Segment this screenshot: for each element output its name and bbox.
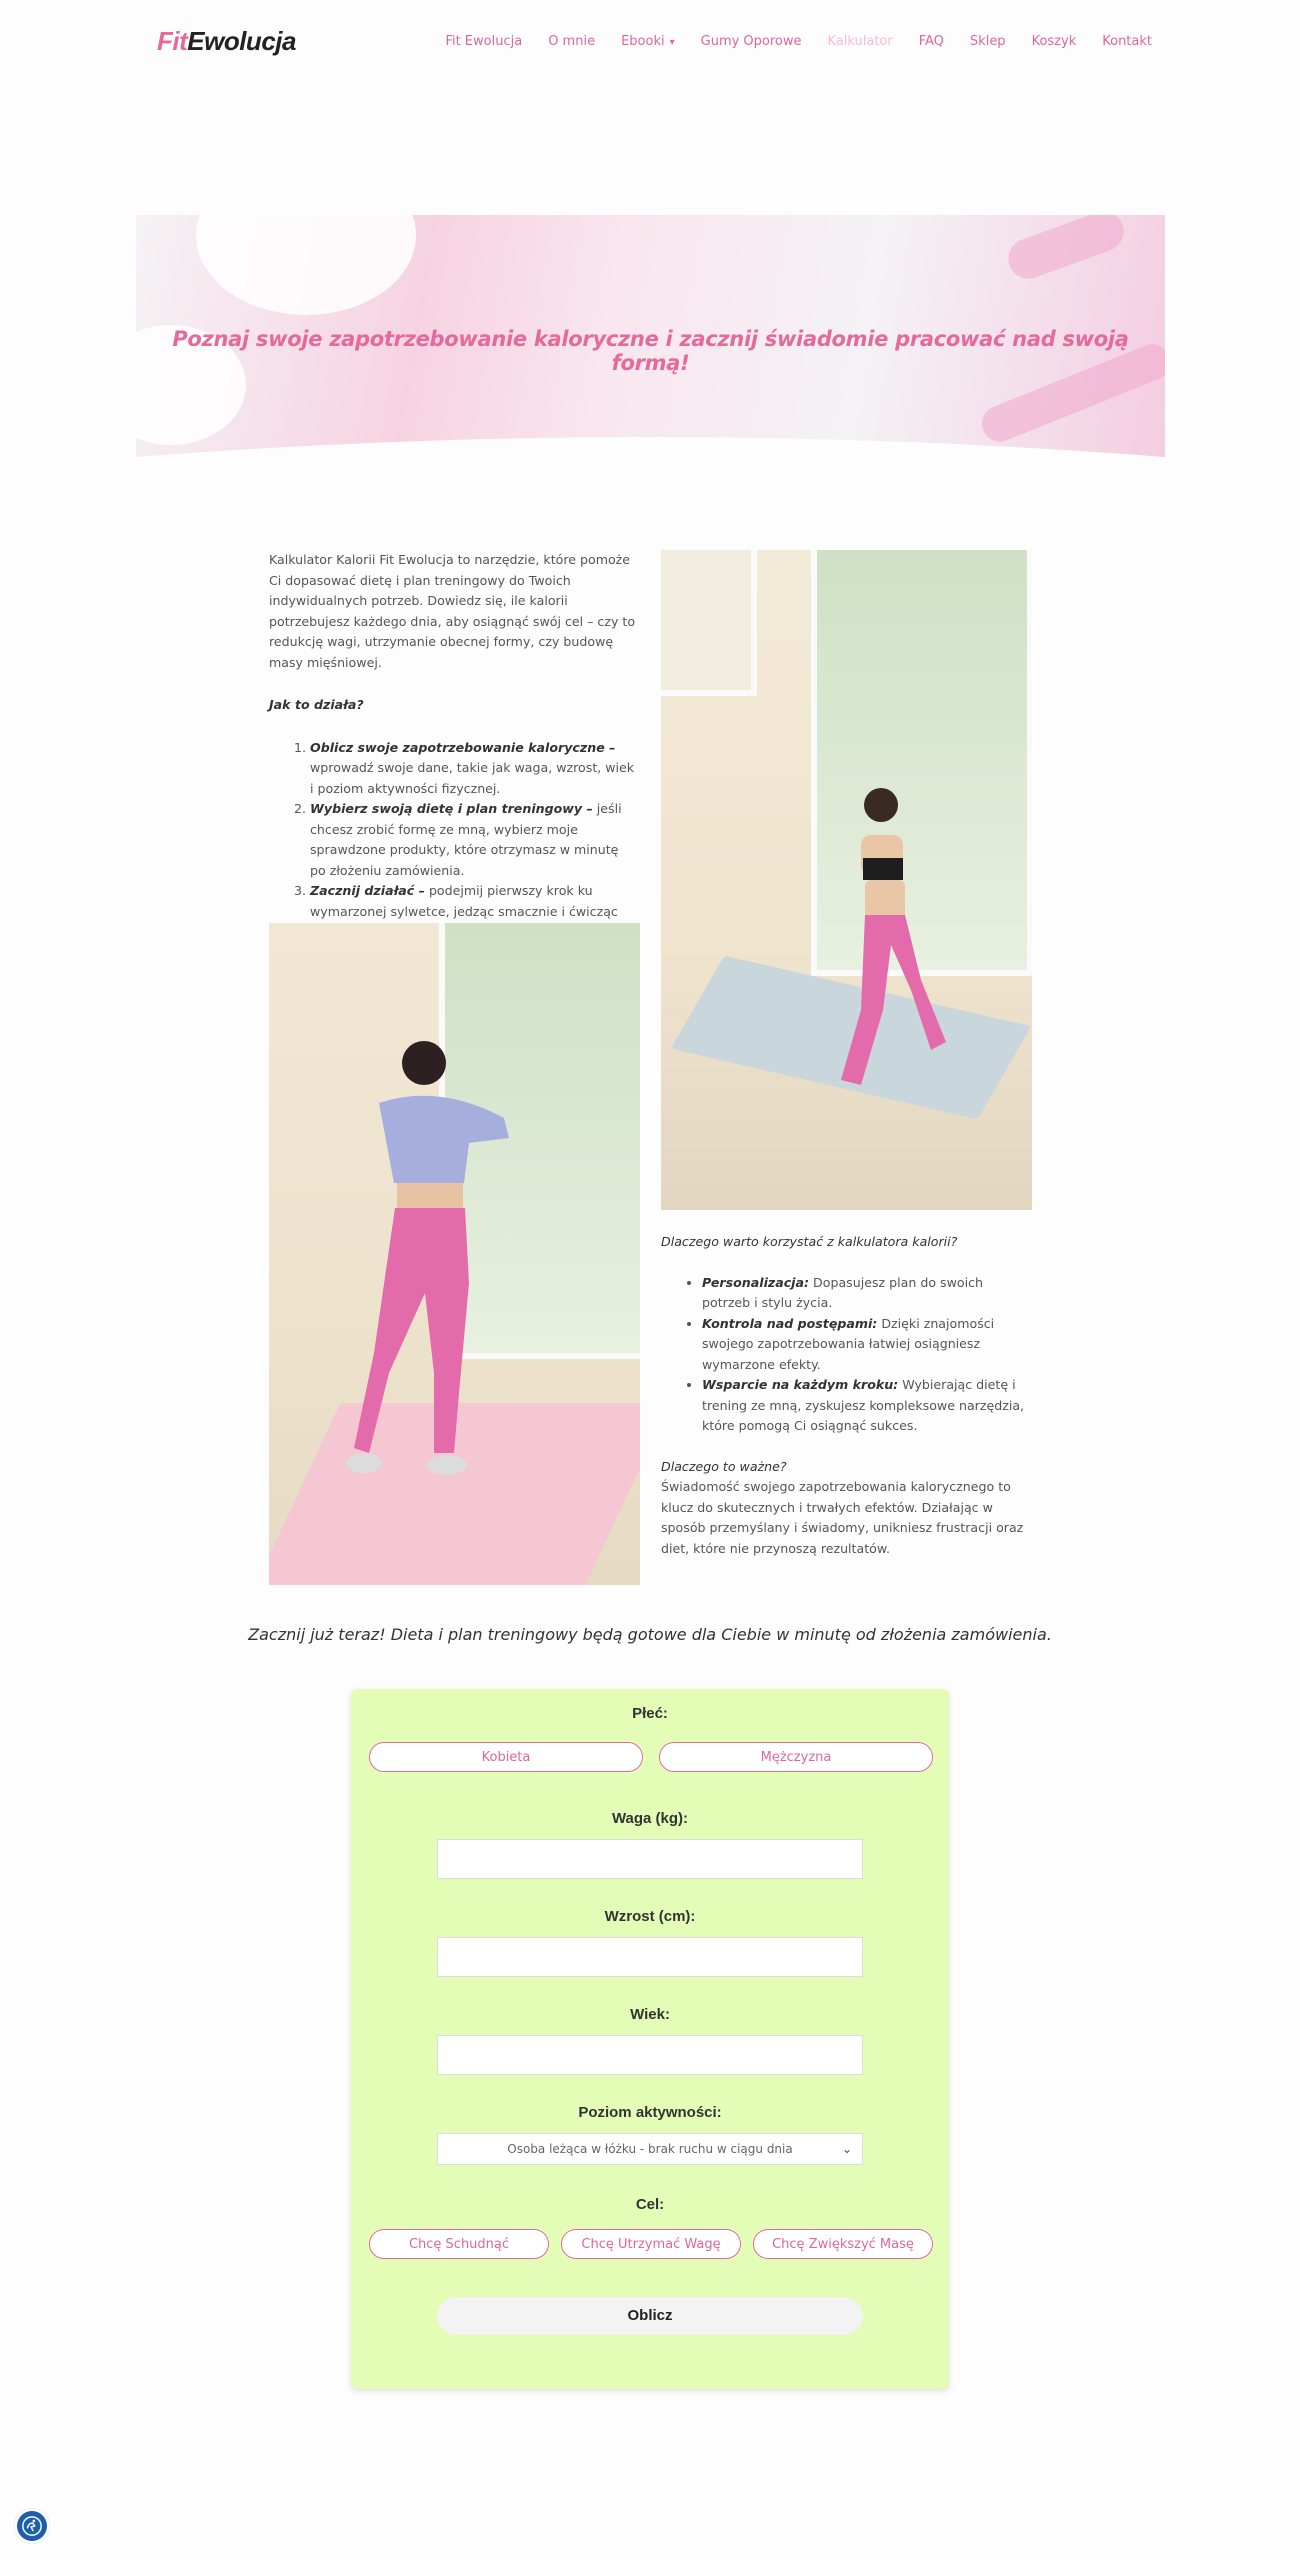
photo-standing [269, 923, 640, 1585]
important-heading: Dlaczego to ważne? [661, 1458, 787, 1474]
step-text: wprowadź swoje dane, takie jak waga, wzrost, wiek i poziom aktywności fizycznej. [310, 760, 635, 796]
important-text: Świadomość swojego zapotrzebowania kalorycznego to klucz do skutecznych i trwałych efektów. Działając w sposób przemyślany i świadomy, unikniesz frustracji oraz diet, które nie przynoszą rezultatów. [661, 1479, 1024, 1556]
calorie-calculator [351, 1689, 949, 2389]
hero-decor-shoe [196, 215, 416, 315]
gender-female-button[interactable]: Kobieta [369, 1742, 643, 1772]
nav-item-kontakt[interactable]: Kontakt [1102, 34, 1152, 49]
why-item-text: Wybierając dietę i trening ze mną, zyskujesz kompleksowe narzędzia, które pomogą Ci osiągnąć sukces. [702, 1377, 1025, 1433]
hero-title: Poznaj swoje zapotrzebowanie kaloryczne i zacznij świadomie pracować nad swoją formą! [172, 327, 1129, 375]
list-item [702, 1375, 1032, 1437]
age-label: Wiek: [630, 2006, 670, 2023]
activity-label: Poziom aktywności: [578, 2104, 722, 2121]
goal-label: Cel: [635, 2196, 665, 2213]
goal-maintain-button[interactable]: Chcę Utrzymać Wagę [561, 2229, 741, 2259]
intro-section [269, 550, 637, 943]
why-item-title: Personalizacja: [702, 1274, 810, 1290]
nav-item-o-mnie[interactable]: O mnie [548, 34, 596, 49]
nav-item-koszyk[interactable]: Koszyk [1031, 34, 1077, 49]
photo-lunge [661, 550, 1032, 1210]
step-title: Zacznij działać – [310, 883, 425, 898]
goal-lose-button[interactable]: Chcę Schudnąć [369, 2229, 549, 2259]
nav-item-faq[interactable]: FAQ [918, 34, 944, 49]
hero-banner [136, 215, 1165, 467]
logo-ewolucja: Ewolucja [187, 26, 296, 56]
step-text: jeśli chcesz zrobić formę ze mną, wybierz moje sprawdzone produkty, które otrzymasz w minutę po złożeniu zamówienia. [310, 801, 622, 878]
accessibility-icon [21, 2515, 43, 2537]
goal-gain-button[interactable]: Chcę Zwiększyć Masę [753, 2229, 933, 2259]
how-heading-text: Jak to działa? [269, 697, 364, 712]
step-title: Wybierz swoją dietę i plan treningowy – [310, 801, 593, 816]
nav-item-ebooki[interactable] [621, 34, 675, 49]
step-title: Oblicz swoje zapotrzebowanie kaloryczne – [310, 739, 616, 755]
hero-decor-dumbbell [1003, 215, 1129, 284]
weight-input[interactable] [437, 1839, 863, 1879]
nav-item-fit-ewolucja[interactable]: Fit Ewolucja [445, 34, 523, 49]
why-heading: Dlaczego warto korzystać z kalkulatora kalorii? [661, 1234, 958, 1249]
calculate-button[interactable]: Oblicz [437, 2297, 863, 2335]
activity-selected-value: Osoba leżąca w łóżku - brak ruchu w ciągu dnia [507, 2142, 793, 2156]
why-section [661, 1232, 1032, 1559]
nav-item-gumy-oporowe[interactable]: Gumy Oporowe [700, 34, 802, 49]
list-item [310, 799, 637, 881]
step-text: podejmij pierwszy krok ku wymarzonej sylwetce, jedząc smacznie i ćwicząc [310, 883, 618, 919]
photo-wall [661, 550, 757, 696]
why-item-text: Dopasujesz plan do swoich potrzeb i stylu życia. [702, 1274, 983, 1310]
list-item [310, 738, 637, 800]
height-input[interactable] [437, 1937, 863, 1977]
photo-person [329, 1033, 549, 1533]
photo-person [821, 780, 951, 1100]
why-list [661, 1273, 1032, 1437]
cta-text: Zacznij już teraz! Dieta i plan treningowy będą gotowe dla Ciebie w minutę od złożenia zamówienia. [248, 1625, 1052, 1644]
list-item [702, 1314, 1032, 1376]
gender-male-button[interactable]: Mężczyzna [659, 1742, 933, 1772]
chevron-down-icon: ⌄ [841, 2142, 852, 2156]
nav-item-ebooki-label: Ebooki [621, 34, 665, 49]
why-item-title: Kontrola nad postępami: [702, 1315, 878, 1331]
intro-paragraph: Kalkulator Kalorii Fit Ewolucja to narzędzie, które pomoże Ci dopasować dietę i plan treningowy do Twoich indywidualnych potrzeb. Dowiedz się, ile kalorii potrzebujesz każdego dnia, aby osiągnąć swój cel – czy to redukcję wagi, utrzymanie obecnej formy, czy budowę masy mięśniowej. [269, 552, 636, 670]
age-input[interactable] [437, 2035, 863, 2075]
steps-list [269, 738, 637, 943]
list-item [702, 1273, 1032, 1314]
activity-select[interactable] [437, 2133, 863, 2165]
why-item-title: Wsparcie na każdym kroku: [702, 1377, 899, 1392]
site-header [0, 0, 1300, 90]
nav-item-sklep[interactable]: Sklep [969, 34, 1006, 49]
chevron-down-icon: ▾ [669, 37, 675, 48]
hero-wave [136, 427, 1165, 467]
main-nav [445, 34, 1152, 49]
how-heading [269, 695, 637, 716]
weight-label: Waga (kg): [611, 1810, 689, 1827]
why-item-text: Dzięki znajomości swojego zapotrzebowania łatwiej osiągniesz wymarzone efekty. [702, 1315, 995, 1372]
logo-fit: Fit [157, 26, 188, 56]
accessibility-button[interactable] [14, 2508, 50, 2544]
gender-label: Płeć: [632, 1705, 668, 1722]
nav-item-kalkulator[interactable]: Kalkulator [827, 34, 893, 49]
height-label: Wzrost (cm): [604, 1908, 696, 1925]
site-logo[interactable] [157, 26, 296, 57]
